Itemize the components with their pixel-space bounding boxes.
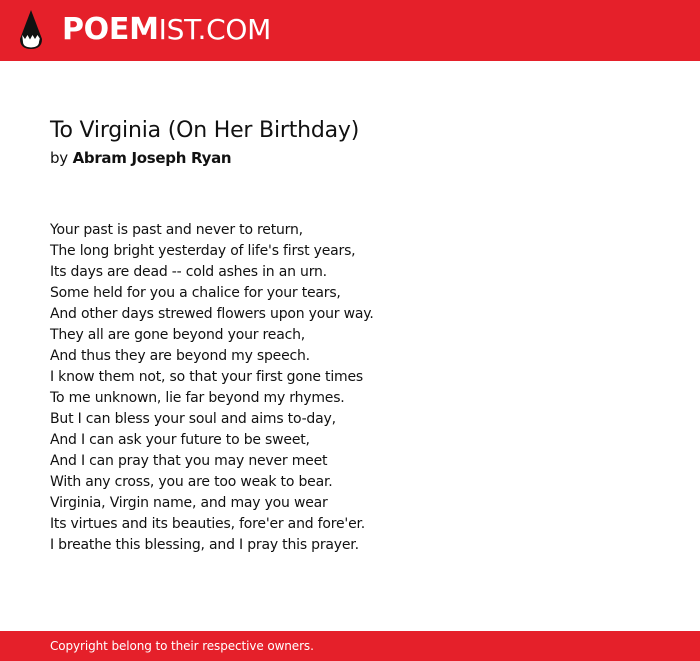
poem-line: And thus they are beyond my speech. — [50, 348, 310, 364]
poem-line: And I can pray that you may never meet — [50, 453, 328, 469]
brand-light-text: IST.COM — [158, 13, 272, 46]
poem-line: To me unknown, lie far beyond my rhymes. — [50, 390, 345, 406]
by-label: by — [50, 149, 68, 167]
poem-line: Some held for you a chalice for your tears, — [50, 285, 341, 301]
poem-line: The long bright yesterday of life's first years, — [50, 243, 356, 259]
poem-byline — [50, 147, 650, 169]
pencil-tip-icon[interactable] — [18, 9, 44, 51]
poem-line: Your past is past and never to return, — [50, 222, 303, 238]
poem-line: Virginia, Virgin name, and may you wear — [50, 495, 328, 511]
poem-line: But I can bless your soul and aims to-day, — [50, 411, 336, 427]
poem-body — [50, 220, 650, 556]
poem-line: They all are gone beyond your reach, — [50, 327, 306, 343]
poem-title: To Virginia (On Her Birthday) — [50, 118, 360, 143]
poem-line: Its virtues and its beauties, fore'er and fore'er. — [50, 516, 366, 532]
brand-bold-text: POEM — [62, 12, 159, 47]
site-footer — [0, 631, 700, 661]
poem-line: I know them not, so that your first gone times — [50, 369, 363, 385]
poem-line: Its days are dead -- cold ashes in an urn. — [50, 264, 327, 280]
poem-content — [50, 116, 650, 556]
poem-line: And I can ask your future to be sweet, — [50, 432, 310, 448]
site-logo-text[interactable] — [62, 12, 271, 48]
poem-line: And other days strewed flowers upon your way. — [50, 306, 374, 322]
site-header — [0, 0, 700, 61]
copyright-text: Copyright belong to their respective owners. — [50, 639, 314, 653]
poem-line: With any cross, you are too weak to bear. — [50, 474, 333, 490]
poem-line: I breathe this blessing, and I pray this prayer. — [50, 537, 359, 553]
author-name[interactable]: Abram Joseph Ryan — [72, 149, 232, 167]
